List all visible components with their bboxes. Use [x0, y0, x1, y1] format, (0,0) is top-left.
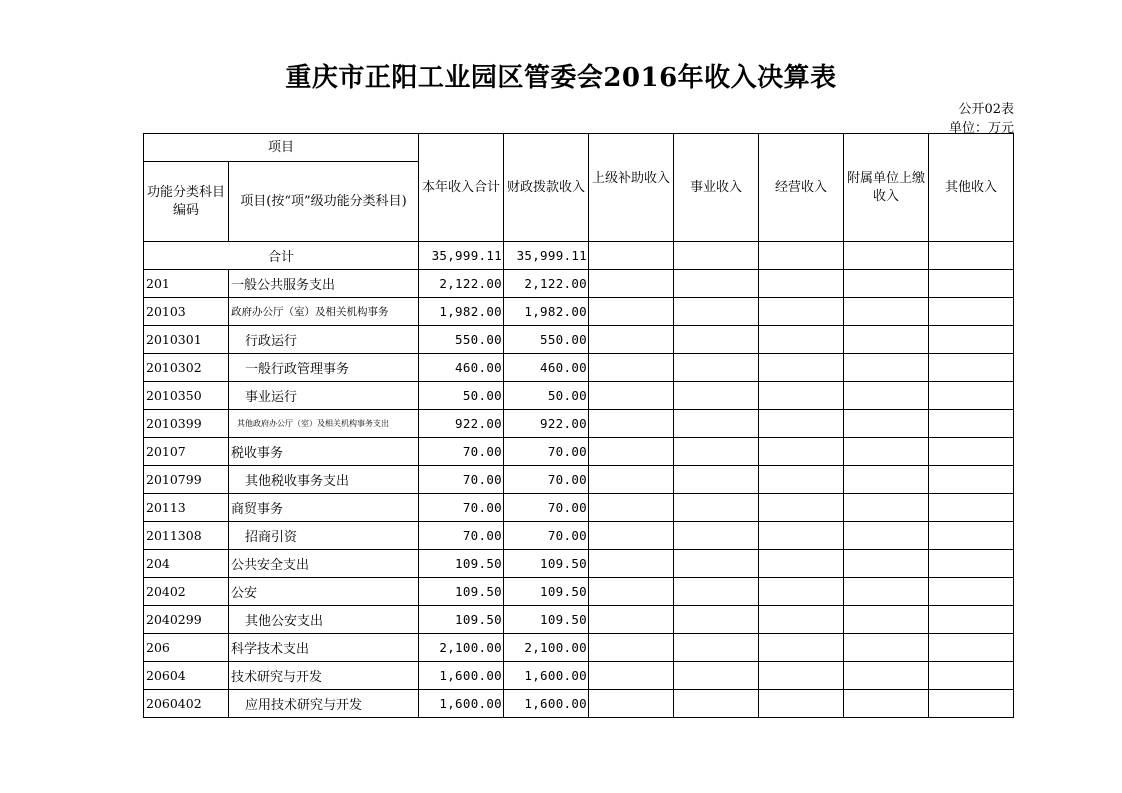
- total-row: [144, 242, 1014, 270]
- header-item-group: 项目: [144, 134, 419, 162]
- row-name: 公安: [229, 578, 419, 606]
- empty-cell: [929, 326, 1014, 354]
- row-name: 科学技术支出: [229, 634, 419, 662]
- table-row: [144, 326, 1014, 354]
- row-total-income: 1,600.00: [419, 662, 504, 690]
- empty-cell: [589, 550, 674, 578]
- empty-cell: [929, 270, 1014, 298]
- table-row: [144, 550, 1014, 578]
- empty-cell: [589, 578, 674, 606]
- empty-cell: [929, 578, 1014, 606]
- row-fiscal: 1,982.00: [504, 298, 589, 326]
- empty-cell: [674, 690, 759, 718]
- empty-cell: [759, 690, 844, 718]
- row-code: 20113: [144, 494, 229, 522]
- row-code: 20604: [144, 662, 229, 690]
- row-code: 20107: [144, 438, 229, 466]
- row-total-income: 70.00: [419, 522, 504, 550]
- empty-cell: [759, 438, 844, 466]
- header-total-income: 本年收入合计: [419, 134, 504, 242]
- empty-cell: [844, 242, 929, 270]
- row-total-income: 460.00: [419, 354, 504, 382]
- row-fiscal: 70.00: [504, 466, 589, 494]
- row-fiscal: 460.00: [504, 354, 589, 382]
- empty-cell: [844, 662, 929, 690]
- page-title: 重庆市正阳工业园区管委会2016年收入决算表: [285, 63, 837, 93]
- row-fiscal: 70.00: [504, 522, 589, 550]
- row-total-income: 2,122.00: [419, 270, 504, 298]
- header-code: 功能分类科目编码: [144, 162, 229, 242]
- table-row: [144, 382, 1014, 410]
- empty-cell: [674, 634, 759, 662]
- row-code: 2010799: [144, 466, 229, 494]
- row-name: 技术研究与开发: [229, 662, 419, 690]
- empty-cell: [929, 690, 1014, 718]
- total-label: 合计: [144, 242, 419, 270]
- row-code: 206: [144, 634, 229, 662]
- empty-cell: [589, 438, 674, 466]
- empty-cell: [759, 354, 844, 382]
- empty-cell: [759, 326, 844, 354]
- empty-cell: [674, 662, 759, 690]
- row-code: 2060402: [144, 690, 229, 718]
- row-total-income: 1,982.00: [419, 298, 504, 326]
- row-total-income: 550.00: [419, 326, 504, 354]
- empty-cell: [929, 242, 1014, 270]
- empty-cell: [674, 606, 759, 634]
- header-fiscal: 财政拨款收入: [504, 134, 589, 242]
- empty-cell: [844, 354, 929, 382]
- row-total-income: 70.00: [419, 494, 504, 522]
- empty-cell: [844, 634, 929, 662]
- row-name: 招商引资: [229, 522, 419, 550]
- row-name: 一般行政管理事务: [229, 354, 419, 382]
- row-name: 公共安全支出: [229, 550, 419, 578]
- empty-cell: [589, 298, 674, 326]
- row-fiscal: 922.00: [504, 410, 589, 438]
- row-name: 行政运行: [229, 326, 419, 354]
- empty-cell: [674, 298, 759, 326]
- row-fiscal: 1,600.00: [504, 662, 589, 690]
- empty-cell: [844, 438, 929, 466]
- row-name: 商贸事务: [229, 494, 419, 522]
- income-table: [143, 133, 1014, 718]
- row-fiscal: 109.50: [504, 578, 589, 606]
- row-fiscal: 109.50: [504, 550, 589, 578]
- empty-cell: [929, 494, 1014, 522]
- row-code: 2010301: [144, 326, 229, 354]
- empty-cell: [759, 634, 844, 662]
- row-total-income: 70.00: [419, 438, 504, 466]
- empty-cell: [589, 410, 674, 438]
- empty-cell: [844, 550, 929, 578]
- empty-cell: [844, 690, 929, 718]
- empty-cell: [589, 494, 674, 522]
- table-row: [144, 578, 1014, 606]
- row-fiscal: 70.00: [504, 438, 589, 466]
- empty-cell: [759, 466, 844, 494]
- empty-cell: [929, 466, 1014, 494]
- table-row: [144, 410, 1014, 438]
- header-affiliated: 附属单位上缴收入: [844, 134, 929, 242]
- header-superior-subsidy: 上级补助收入: [589, 134, 674, 242]
- empty-cell: [759, 662, 844, 690]
- row-name: 税收事务: [229, 438, 419, 466]
- unit-label: 单位：万元: [948, 121, 1014, 136]
- empty-cell: [844, 298, 929, 326]
- row-code: 2040299: [144, 606, 229, 634]
- table-row: [144, 270, 1014, 298]
- empty-cell: [589, 354, 674, 382]
- empty-cell: [929, 438, 1014, 466]
- empty-cell: [674, 578, 759, 606]
- row-code: 204: [144, 550, 229, 578]
- empty-cell: [589, 690, 674, 718]
- empty-cell: [674, 270, 759, 298]
- total-fiscal-cell: 35,999.11: [504, 242, 589, 270]
- row-total-income: 2,100.00: [419, 634, 504, 662]
- table-row: [144, 438, 1014, 466]
- row-code: 2011308: [144, 522, 229, 550]
- empty-cell: [589, 606, 674, 634]
- empty-cell: [589, 270, 674, 298]
- table-row: [144, 522, 1014, 550]
- empty-cell: [759, 410, 844, 438]
- empty-cell: [759, 494, 844, 522]
- empty-cell: [759, 242, 844, 270]
- empty-cell: [674, 326, 759, 354]
- row-code: 2010350: [144, 382, 229, 410]
- empty-cell: [929, 410, 1014, 438]
- empty-cell: [674, 522, 759, 550]
- empty-cell: [759, 298, 844, 326]
- empty-cell: [589, 242, 674, 270]
- row-fiscal: 70.00: [504, 494, 589, 522]
- row-total-income: 1,600.00: [419, 690, 504, 718]
- empty-cell: [589, 326, 674, 354]
- empty-cell: [929, 522, 1014, 550]
- empty-cell: [589, 662, 674, 690]
- empty-cell: [674, 410, 759, 438]
- empty-cell: [844, 522, 929, 550]
- row-code: 20103: [144, 298, 229, 326]
- empty-cell: [759, 578, 844, 606]
- header-other: 其他收入: [929, 134, 1014, 242]
- empty-cell: [929, 606, 1014, 634]
- row-name: 其他税收事务支出: [229, 466, 419, 494]
- row-code: 201: [144, 270, 229, 298]
- empty-cell: [929, 382, 1014, 410]
- row-fiscal: 2,100.00: [504, 634, 589, 662]
- table-row: [144, 494, 1014, 522]
- row-name: 政府办公厅（室）及相关机构事务: [229, 298, 419, 326]
- empty-cell: [929, 634, 1014, 662]
- empty-cell: [674, 550, 759, 578]
- empty-cell: [929, 354, 1014, 382]
- empty-cell: [759, 606, 844, 634]
- header-row-1: [144, 134, 1014, 162]
- empty-cell: [759, 550, 844, 578]
- form-number: 公开02表: [958, 102, 1014, 117]
- empty-cell: [674, 466, 759, 494]
- header-item-name: 项目(按“项”级功能分类科目): [229, 162, 419, 242]
- empty-cell: [759, 382, 844, 410]
- row-total-income: 109.50: [419, 578, 504, 606]
- row-fiscal: 109.50: [504, 606, 589, 634]
- row-code: 20402: [144, 578, 229, 606]
- row-name: 应用技术研究与开发: [229, 690, 419, 718]
- table-row: [144, 606, 1014, 634]
- header-operating: 经营收入: [759, 134, 844, 242]
- row-fiscal: 2,122.00: [504, 270, 589, 298]
- table-row: [144, 298, 1014, 326]
- row-total-income: 109.50: [419, 550, 504, 578]
- empty-cell: [674, 438, 759, 466]
- empty-cell: [674, 382, 759, 410]
- empty-cell: [929, 298, 1014, 326]
- table-row: [144, 662, 1014, 690]
- empty-cell: [844, 410, 929, 438]
- empty-cell: [929, 662, 1014, 690]
- row-fiscal: 550.00: [504, 326, 589, 354]
- row-name: 其他公安支出: [229, 606, 419, 634]
- empty-cell: [844, 606, 929, 634]
- empty-cell: [589, 634, 674, 662]
- empty-cell: [674, 242, 759, 270]
- empty-cell: [844, 578, 929, 606]
- row-fiscal: 1,600.00: [504, 690, 589, 718]
- table-row: [144, 466, 1014, 494]
- empty-cell: [759, 270, 844, 298]
- empty-cell: [589, 466, 674, 494]
- row-code: 2010399: [144, 410, 229, 438]
- table-row: [144, 634, 1014, 662]
- empty-cell: [589, 522, 674, 550]
- empty-cell: [844, 270, 929, 298]
- header-business: 事业收入: [674, 134, 759, 242]
- row-name: 其他政府办公厅（室）及相关机构事务支出: [229, 410, 419, 438]
- empty-cell: [759, 522, 844, 550]
- row-name: 一般公共服务支出: [229, 270, 419, 298]
- empty-cell: [844, 382, 929, 410]
- empty-cell: [674, 494, 759, 522]
- empty-cell: [844, 494, 929, 522]
- empty-cell: [589, 382, 674, 410]
- row-code: 2010302: [144, 354, 229, 382]
- row-name: 事业运行: [229, 382, 419, 410]
- row-total-income: 70.00: [419, 466, 504, 494]
- table-row: [144, 690, 1014, 718]
- empty-cell: [674, 354, 759, 382]
- total-income-cell: 35,999.11: [419, 242, 504, 270]
- row-fiscal: 50.00: [504, 382, 589, 410]
- empty-cell: [844, 466, 929, 494]
- empty-cell: [844, 326, 929, 354]
- row-total-income: 50.00: [419, 382, 504, 410]
- row-total-income: 109.50: [419, 606, 504, 634]
- row-total-income: 922.00: [419, 410, 504, 438]
- table-row: [144, 354, 1014, 382]
- empty-cell: [929, 550, 1014, 578]
